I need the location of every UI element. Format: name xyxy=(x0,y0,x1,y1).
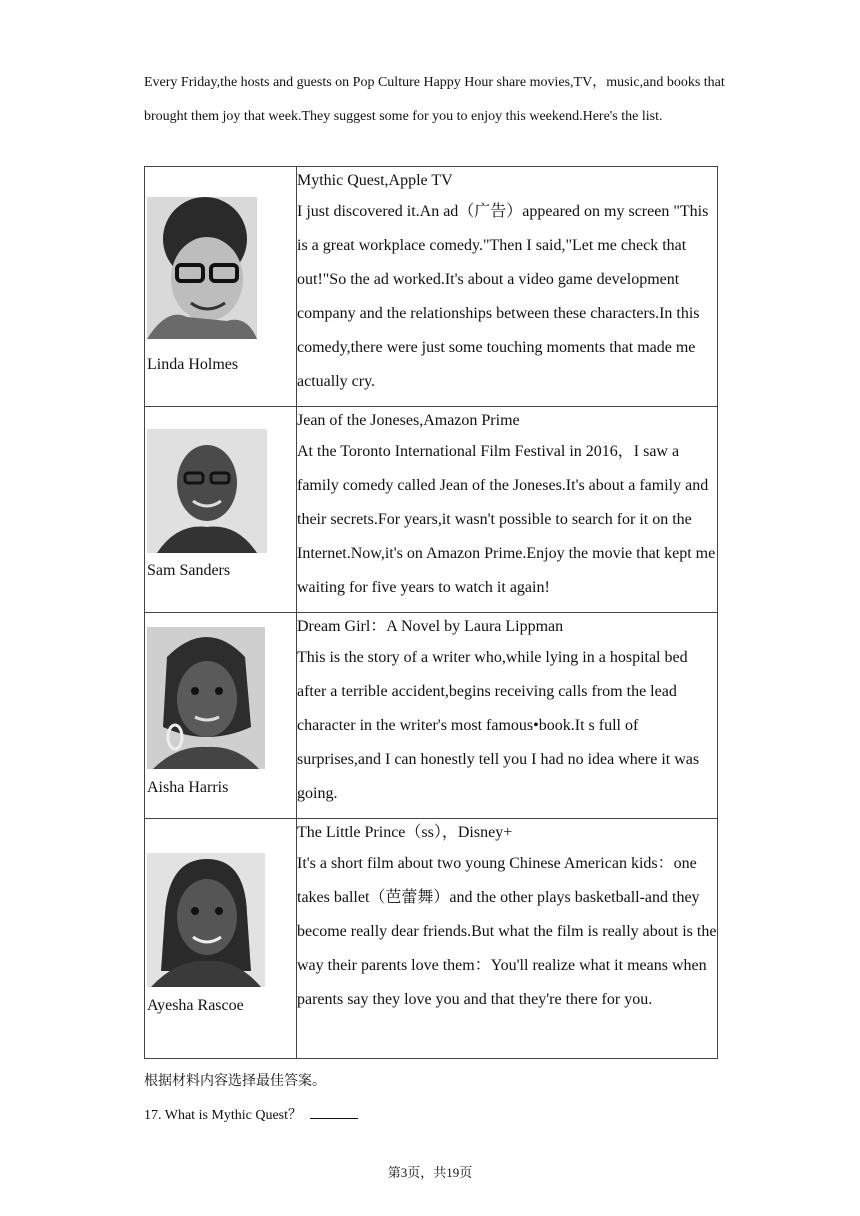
table-row xyxy=(145,819,718,1059)
item-title: The Little Prince（ss），Disney+ xyxy=(297,824,513,841)
table-row xyxy=(145,167,718,407)
person-cell xyxy=(145,613,297,819)
person-cell xyxy=(145,819,297,1059)
portrait-ayesha-rascoe xyxy=(147,853,265,987)
portrait-aisha-harris xyxy=(147,627,265,769)
person-name: Ayesha Rascoe xyxy=(147,997,244,1014)
item-title: Jean of the Joneses,Amazon Prime xyxy=(297,412,520,429)
table-row xyxy=(145,407,718,613)
portrait-linda-holmes xyxy=(147,197,257,339)
person-name: Aisha Harris xyxy=(147,779,229,796)
content-cell xyxy=(297,613,718,819)
person-name: Linda Holmes xyxy=(147,356,239,373)
item-text: At the Toronto International Film Festival in 2016，I saw a family comedy called Jean of the Joneses.It's about a family and their secrets.For years,it wasn't possible to search for it on the Internet.Now,it's on Amazon Prime.Enjoy the movie that kept me waiting for five years to watch it again! xyxy=(297,443,716,596)
recommendation-table xyxy=(144,166,718,1059)
item-title: Dream Girl：A Novel by Laura Lippman xyxy=(297,618,564,635)
person-cell xyxy=(145,167,297,407)
person-name: Sam Sanders xyxy=(147,562,231,579)
item-title: Mythic Quest,Apple TV xyxy=(297,172,453,189)
question-17 xyxy=(144,1104,358,1124)
intro-paragraph: Every Friday,the hosts and guests on Pop Culture Happy Hour share movies,TV，music,and books that brought them joy that week.They suggest some for you to enjoy this weekend.Here's the list. xyxy=(144,75,725,124)
instruction-text: 根据材料内容选择最佳答案。 xyxy=(144,1074,326,1089)
item-text: I just discovered it.An ad（广告）appeared on my screen "This is a great workplace comedy."Then I said,"Let me check that out!"So the ad worked.It's about a video game development company and the relationships between these characters.In this comedy,there were just some touching moments that made me actually cry. xyxy=(297,203,709,390)
answer-blank[interactable] xyxy=(310,1105,358,1119)
content-cell xyxy=(297,167,718,407)
question-text: 17. What is Mythic Quest？ xyxy=(144,1108,303,1123)
item-text: This is the story of a writer who,while lying in a hospital bed after a terrible accident,begins receiving calls from the lead character in the writer's most famous•book.It s full of surprises,and I can honestly tell you I had no idea where it was going. xyxy=(297,649,700,802)
portrait-sam-sanders xyxy=(147,429,267,553)
content-cell xyxy=(297,819,718,1059)
item-text: It's a short film about two young Chinese American kids：one takes ballet（芭蕾舞）and the other plays basketball-and they become really dear friends.But what the film is really about is the way their parents love them：You'll realize what it means when parents say they love you and that they're there for you. xyxy=(297,855,717,1008)
page-footer: 第3页，共19页 xyxy=(387,1165,473,1180)
content-cell xyxy=(297,407,718,613)
table-row xyxy=(145,613,718,819)
person-cell xyxy=(145,407,297,613)
